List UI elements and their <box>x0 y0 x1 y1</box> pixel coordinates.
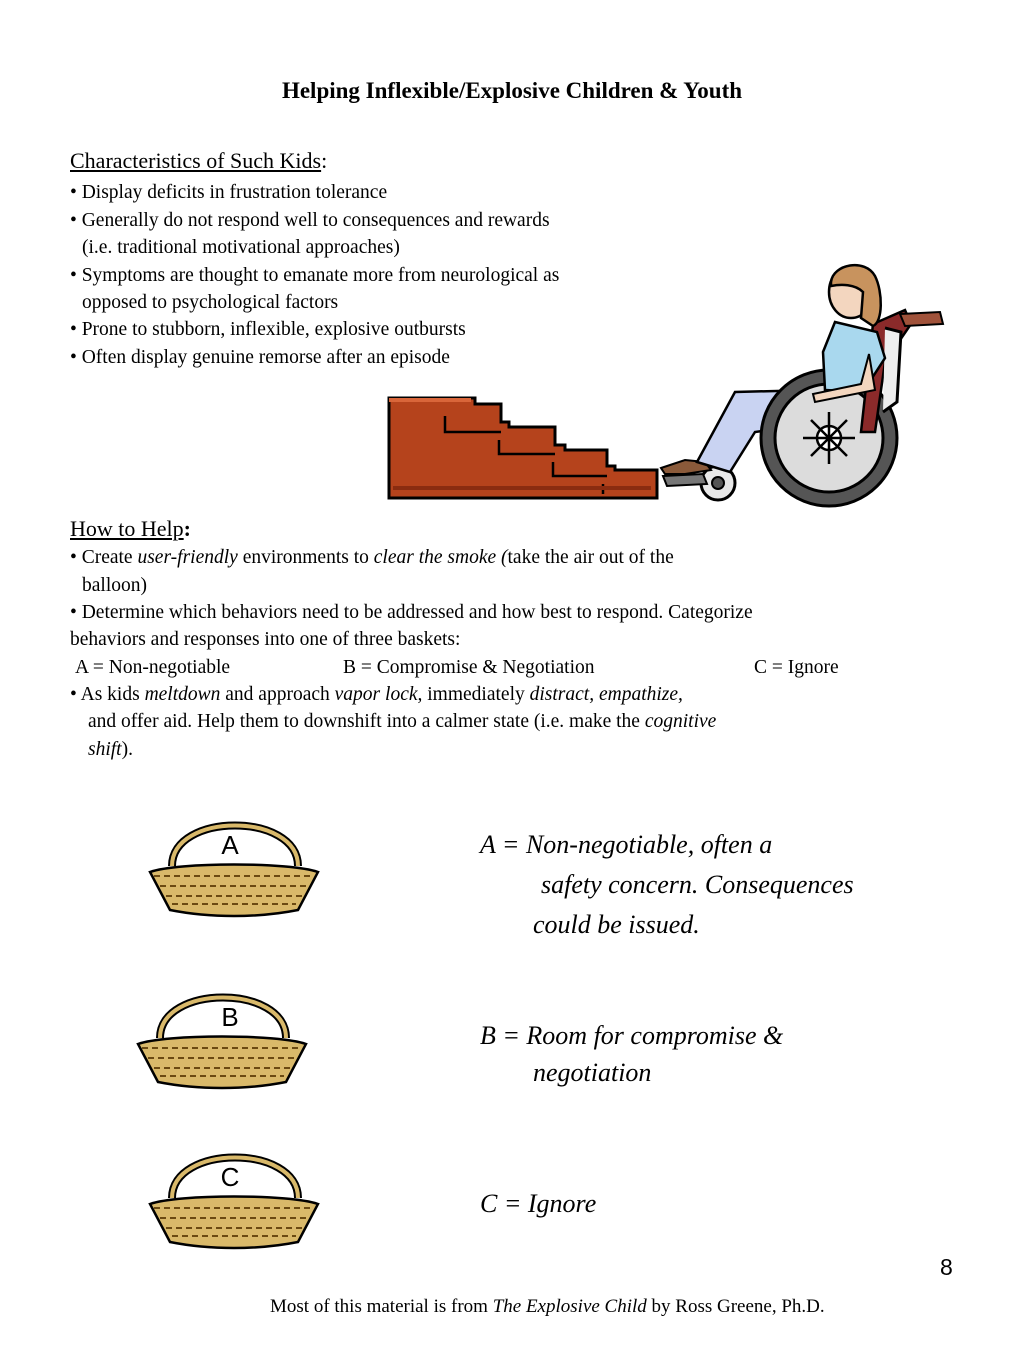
characteristics-bullet-2-cont: (i.e. traditional motivational approaches) <box>82 237 400 258</box>
basket-a-letter: A <box>221 830 239 860</box>
basket-b-letter: B <box>221 1002 239 1032</box>
characteristics-bullet-3-cont: opposed to psychological factors <box>82 292 339 313</box>
help-b3-italic: vapor lock, <box>334 684 423 705</box>
characteristics-heading-colon: : <box>321 148 328 173</box>
help-b3-italic: cognitive <box>644 711 717 732</box>
basket-c-summary: C = Ignore <box>754 657 839 678</box>
basket-b-desc-1: B = Room for compromise & <box>480 1021 784 1050</box>
help-heading <box>70 516 191 542</box>
basket-a-desc-1: A = Non-negotiable, often a <box>480 830 773 859</box>
help-b1-italic: clear the smoke ( <box>373 547 508 568</box>
help-b3-text: immediately <box>422 684 530 705</box>
help-b1-text: take the air out of the <box>507 547 674 568</box>
help-bullet-3-cont <box>88 711 716 733</box>
help-heading-text: How to Help <box>70 516 184 541</box>
characteristics-heading <box>70 148 327 174</box>
basket-a-summary: A = Non-negotiable <box>75 657 231 678</box>
basket-c-letter: C <box>220 1162 240 1192</box>
help-bullet-1-cont: balloon) <box>82 575 147 596</box>
help-b3-text: ). <box>121 739 133 760</box>
characteristics-bullet-2: • Generally do not respond well to consequences and rewards <box>70 210 550 231</box>
basket-b-summary: B = Compromise & Negotiation <box>343 657 595 678</box>
page-number: 8 <box>940 1254 953 1280</box>
help-bullet-3 <box>70 684 683 706</box>
help-bullet-1 <box>70 547 674 569</box>
help-b3-italic: meltdown <box>144 684 221 705</box>
help-b1-text: • Create <box>70 547 138 568</box>
page-title: Helping Inflexible/Explosive Children & Youth <box>281 78 743 103</box>
help-heading-colon: : <box>183 516 191 541</box>
characteristics-bullet-4: • Prone to stubborn, inflexible, explosive outbursts <box>70 319 466 340</box>
help-b3-text: and offer aid. Help them to downshift into a calmer state (i.e. make the <box>88 711 645 732</box>
help-bullet-3-cont2 <box>88 739 133 761</box>
basket-icon <box>148 1150 320 1250</box>
stairs-wheelchair-illustration <box>385 262 950 507</box>
help-bullet-2-cont: behaviors and responses into one of three baskets: <box>70 629 461 650</box>
help-b3-italic: shift <box>88 739 122 760</box>
help-bullet-2: • Determine which behaviors need to be addressed and how best to respond. Categorize <box>70 602 753 623</box>
footer-text: Most of this material is from <box>270 1296 493 1317</box>
characteristics-bullet-1: • Display deficits in frustration tolerance <box>70 182 388 203</box>
basket-a-desc-3: could be issued. <box>533 910 700 939</box>
characteristics-heading-text: Characteristics of Such Kids <box>70 148 322 173</box>
help-b1-italic: user-friendly <box>137 547 238 568</box>
help-b3-text: and approach <box>220 684 335 705</box>
basket-a-desc-2: safety concern. Consequences <box>541 870 854 899</box>
help-b1-text: environments to <box>237 547 374 568</box>
characteristics-bullet-5: • Often display genuine remorse after an episode <box>70 347 450 368</box>
footer-book-title: The Explosive Child <box>492 1296 647 1317</box>
footer-text: by Ross Greene, Ph.D. <box>646 1296 825 1317</box>
characteristics-bullet-3: • Symptoms are thought to emanate more from neurological as <box>70 265 560 286</box>
basket-c-desc-1: C = Ignore <box>480 1189 597 1218</box>
help-b3-text: • As kids <box>70 684 145 705</box>
footer-citation <box>270 1296 825 1318</box>
basket-b-desc-2: negotiation <box>533 1058 652 1087</box>
basket-icon <box>136 990 308 1090</box>
help-b3-italic: distract, empathize, <box>529 684 683 705</box>
basket-icon <box>148 818 320 918</box>
